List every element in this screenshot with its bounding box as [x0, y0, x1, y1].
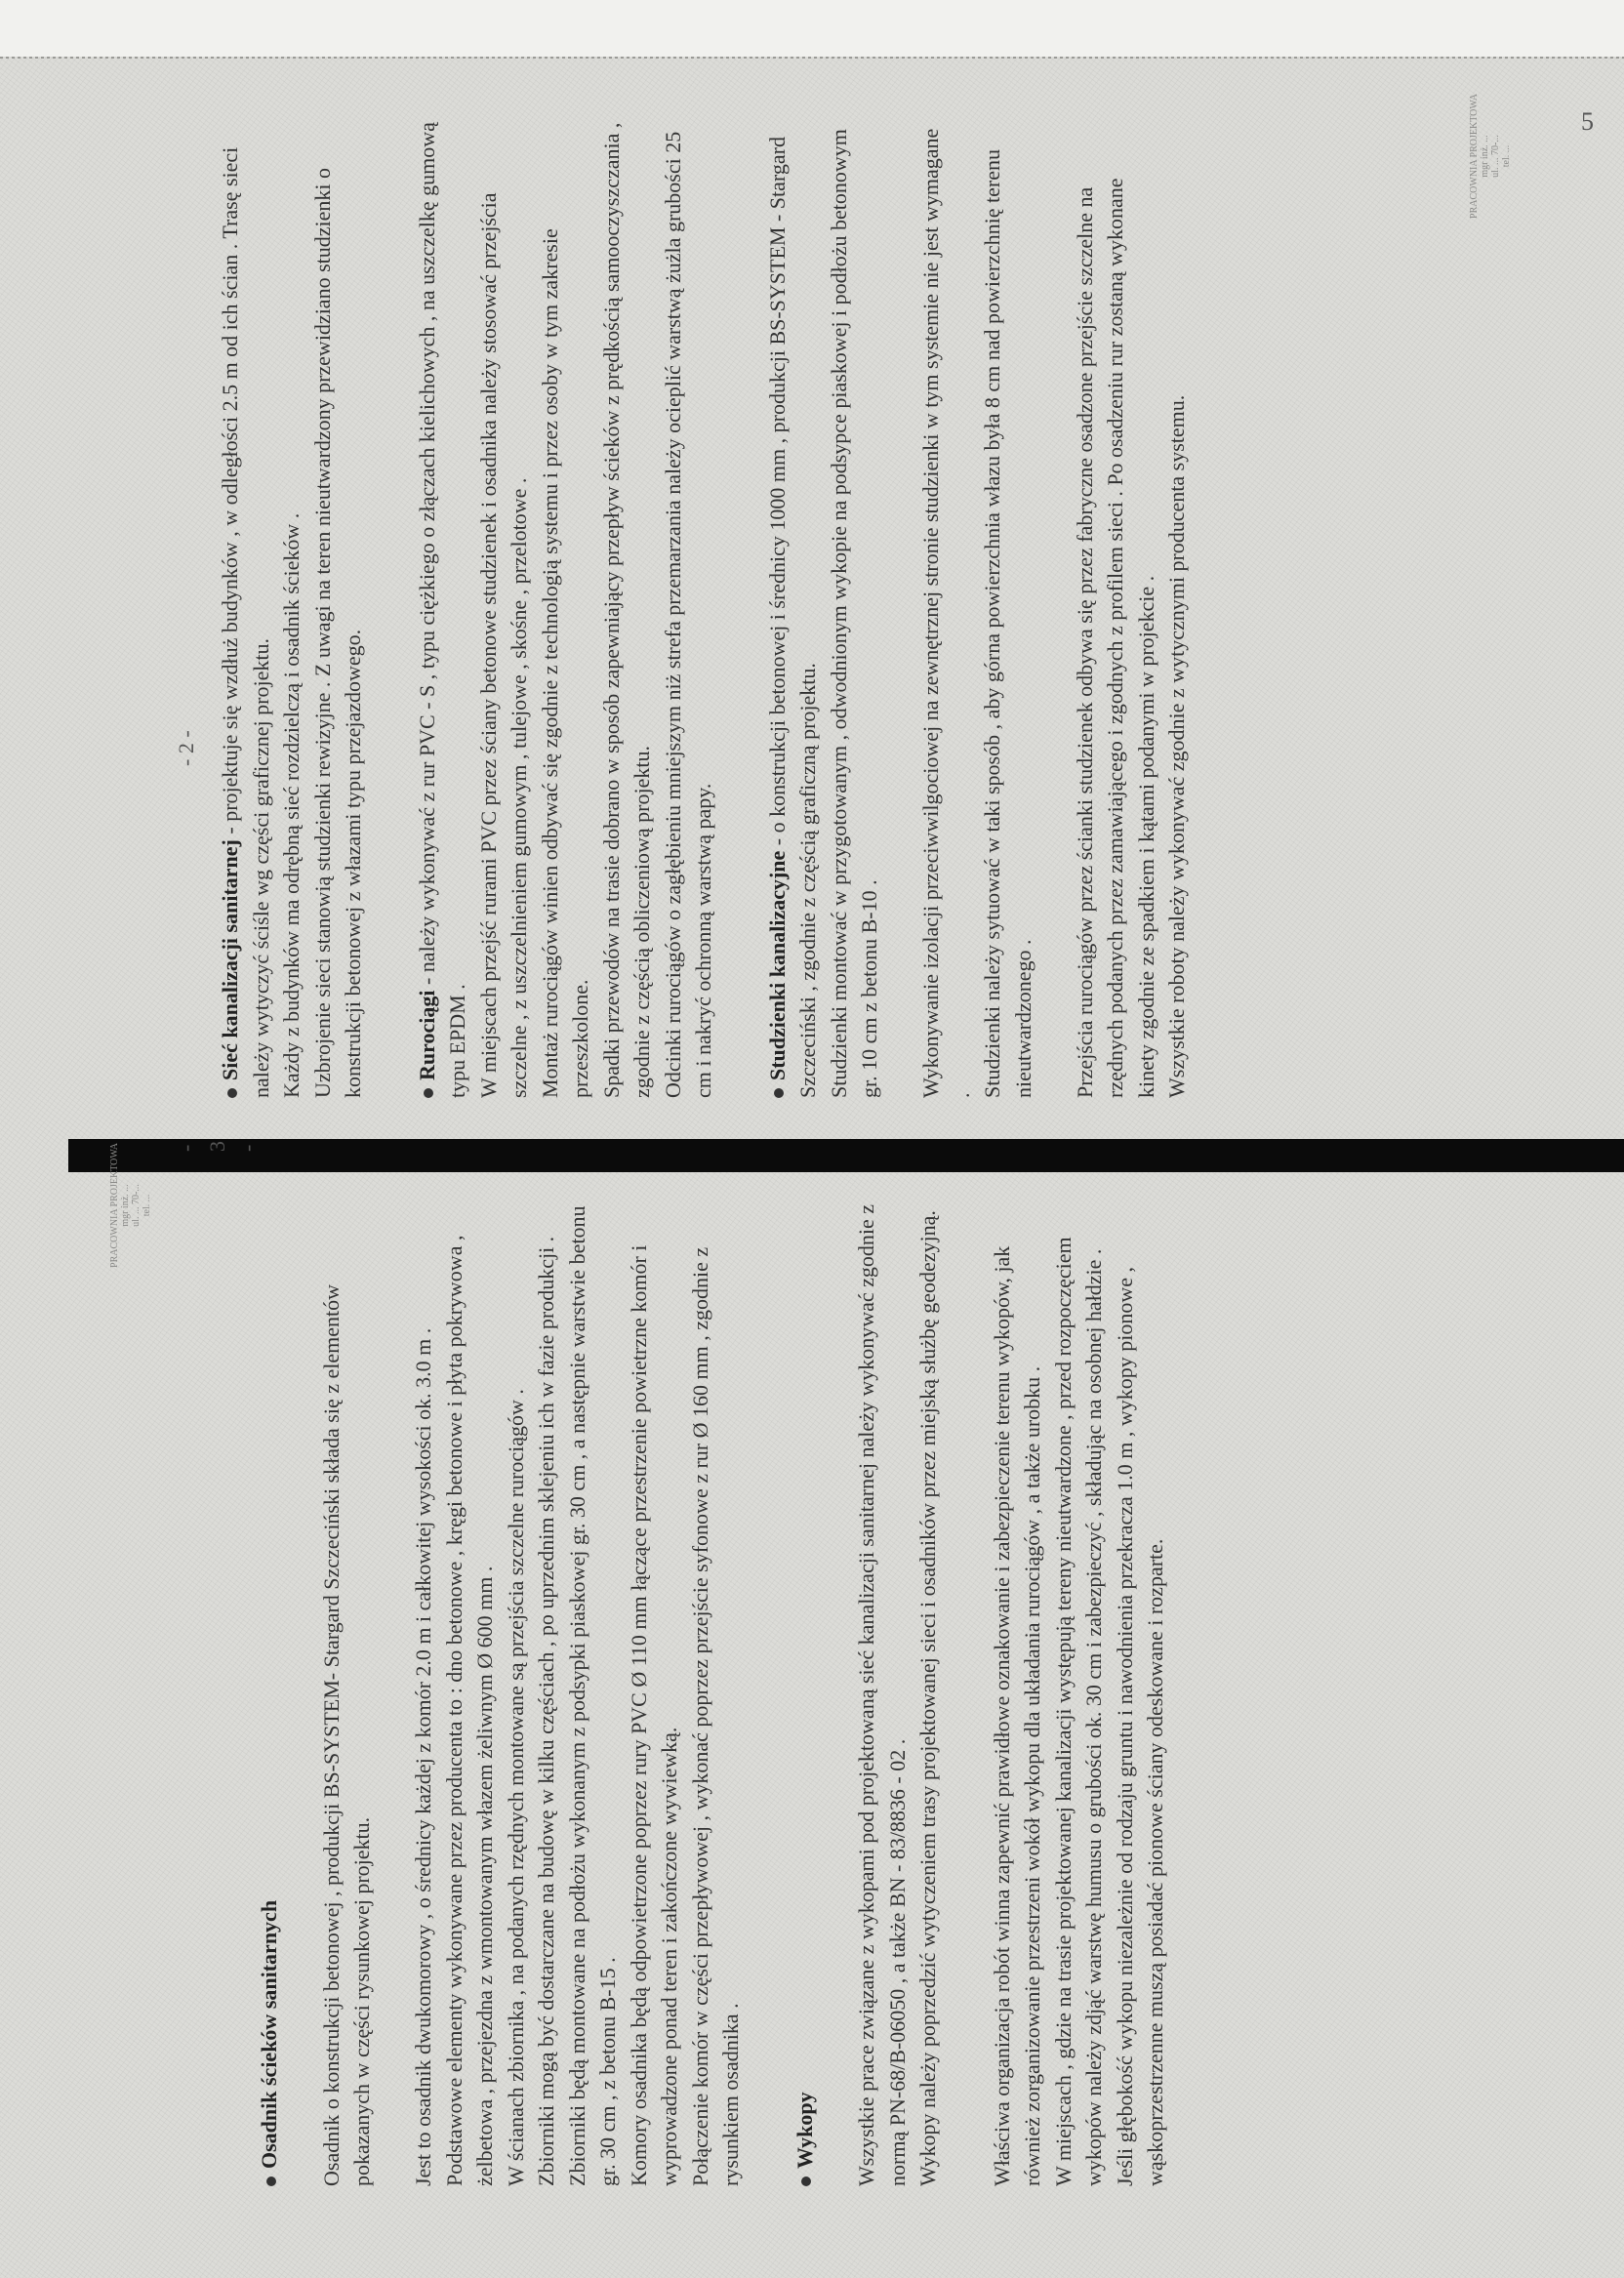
section-body: - o konstrukcji betonowej i średnicy 1000 mm , produkcji BS-SYSTEM - Stargard Szczeciński , zgodnie z częścią graficzną projektu. Studzienki montować w przygotowanym , odwodnionym wykopie na podsypce piaskowej i podłożu betonowym gr. 10 cm z betonu B-10 . Wykonywanie izolacji przeciwwilgociowej na zewnętrznej stronie studzienki w tym systemie nie jest wymagane . Studzienki należy sytuować w taki sposób , aby górna powierzchnia włazu była 8 cm nad powierzchnię terenu nieutwardzonego . Przejścia rurociągów przez ścianki studzienek odbywa się przez fabryczne osadzone przejście szczelne na rzędnych podanych przez zamawiającego i zgodnych z profilem sieci . Po osadzeniu rur zostaną wykonane kinety zgodnie ze spadkiem i kątami podanymi w projekcie . Wszystkie roboty należy wykonywać zgodnie z wytycznymi producenta systemu.	[764, 128, 1189, 1098]
section-heading: Sieć kanalizacji sanitarnej	[218, 839, 242, 1080]
page-fold-divider	[68, 1139, 1624, 1172]
section-rurociagi	[412, 122, 719, 1098]
section-body: - projektuje się wzdłuż budynków , w odległości 2.5 m od ich ścian . Trasę sieci należy wytyczyć ściśle wg części graficznej projektu. Każdy z budynków ma odrębną sieć rozdzielczą i osadnik ścieków . Uzbrojenie sieci stanowią studzienki rewizyjne . Z uwagi na teren nieutwardzony przewidziano studzienki o konstrukcji betonowej z włazami typu przejazdowego.	[218, 146, 365, 1098]
designer-stamp-left: PRACOWNIA PROJEKTOWA mgr inż. ... ul. ... 70-... tel. ...	[109, 1143, 152, 1268]
bullet-icon	[227, 1088, 237, 1098]
section-body: Wszystkie prace związane z wykopami pod projektowaną sieć kanalizacji sanitarnej należy wykonywać zgodnie z normą PN-68/B-06050 , a także BN - 83/8836 - 02 . Wykopy należy poprzedzić wytyczeniem trasy projektowanej sieci i osadników przez miejską służbę geodezyjną.	[854, 1203, 940, 2186]
section-heading-line	[790, 1200, 821, 2186]
section-text	[215, 122, 369, 1098]
bullet-icon	[774, 1088, 784, 1098]
left-page-body	[215, 122, 1236, 1098]
section-text	[412, 122, 719, 1098]
section-heading: Wykopy	[792, 2092, 817, 2169]
right-page	[174, 1141, 1596, 2186]
left-page	[171, 122, 1488, 1098]
sheet-number: 5	[1581, 107, 1594, 136]
designer-stamp-right: PRACOWNIA PROJEKTOWA mgr inż. ... ul. ... 70-... tel. ...	[1469, 94, 1512, 219]
section-body: - należy wykonywać z rur PVC - S , typu ciężkiego o złączach kielichowych , na uszczelkę gumową typu EPDM . W miejscach przejść rurami PVC przez ściany betonowe studzienek i osadnika należy stosować przejścia szczelne , z uszczelnieniem gumowym , tulejowe , skośne , przelotowe . Montaż rurociągów winien odbywać się zgodnie z technologią systemu i przez osoby w tym zakresie przeszkolone. Spadki przewodów na trasie dobrano w sposób zapewniający przepływ ścieków z prędkością samooczyszczania , zgodnie z częścią obliczeniową projektu. Odcinki rurociągów o zagłębieniu mniejszym niż strefa przemarzania należy ocieplić warstwą żużla grubości 25 cm i nakryć ochronną warstwą papy.	[414, 122, 715, 1098]
section-organizacja	[987, 1200, 1171, 2186]
bullet-icon	[801, 2176, 811, 2186]
section-heading: Studzienki kanalizacyjne	[764, 850, 790, 1080]
section-osadnik	[254, 1200, 747, 2186]
left-page-number: - 2 -	[174, 730, 198, 766]
top-margin	[0, 0, 1624, 57]
section-heading-line	[254, 1200, 285, 2186]
section-studzienki	[762, 122, 1193, 1098]
section-heading: Rurociągi	[414, 990, 439, 1080]
top-edge-line	[0, 57, 1624, 59]
right-page-body	[254, 1200, 1214, 2186]
section-body: Osadnik o konstrukcji betonowej , produkcji BS-SYSTEM- Stargard Szczeciński składa się z elementów pokazanych w części rysunkowej projektu. Jest to osadnik dwukomorowy , o średnicy każdej z komór 2.0 m i całkowitej wysokości ok. 3.0 m . Podstawowe elementy wykonywane przez producenta to : dno betonowe , kręgi betonowe i płyta pokrywowa , żelbetowa , przejezdna z wmontowanym włazem żeliwnym Ø 600 mm . W ścianach zbiornika , na podanych rzędnych montowane są przejścia szczelne rurociągów . Zbiorniki mogą być dostarczane na budowę w kilku częściach , po uprzednim sklejeniu ich w fazie produkcji . Zbiorniki będą montowane na podłożu wykonanym z podsypki piaskowej gr. 30 cm , a następnie warstwie betonu gr. 30 cm , z betonu B-15 . Komory osadnika będą odpowietrzone poprzez rury PVC Ø 110 mm łączące przestrzenie powietrzne komór i wyprowadzone ponad teren i zakończone wywiewką. Połączenie komór w części przepływowej , wykonać poprzez przejście syfonowe z rur Ø 160 mm , zgodnie z rysunkiem osadnika .	[318, 1205, 743, 2186]
section-siec-kanalizacji	[215, 122, 369, 1098]
bullet-icon	[266, 2176, 276, 2186]
section-body: Właściwa organizacja robót winna zapewnić prawidłowe oznakowanie i zabezpieczenie terenu wykopów, jak również zorganizowanie przestrzeni wokół wykopu dla układania rurociągów , a także urobku . W miejscach , gdzie na trasie projektowanej kanalizacji występują tereny nieutwardzone , przed rozpoczęciem wykopów należy zdjąć warstwę humusu o grubości ok. 30 cm i zabezpieczyć , składując na osobnej hałdzie . Jeśli głębokość wykopu niezależnie od rodzaju gruntu i nawodnienia przekracza 1.0 m , wykopy pionowe , wąskoprzestrzenne muszą posiadać pionowe ściany odeskowane i rozparte.	[989, 1237, 1167, 2186]
section-heading: Osadnik ścieków sanitarnych	[257, 1899, 281, 2169]
section-wykopy	[790, 1200, 944, 2186]
bullet-icon	[424, 1088, 433, 1098]
right-page-number: - 3 -	[174, 1141, 260, 1152]
section-text	[762, 122, 1193, 1098]
